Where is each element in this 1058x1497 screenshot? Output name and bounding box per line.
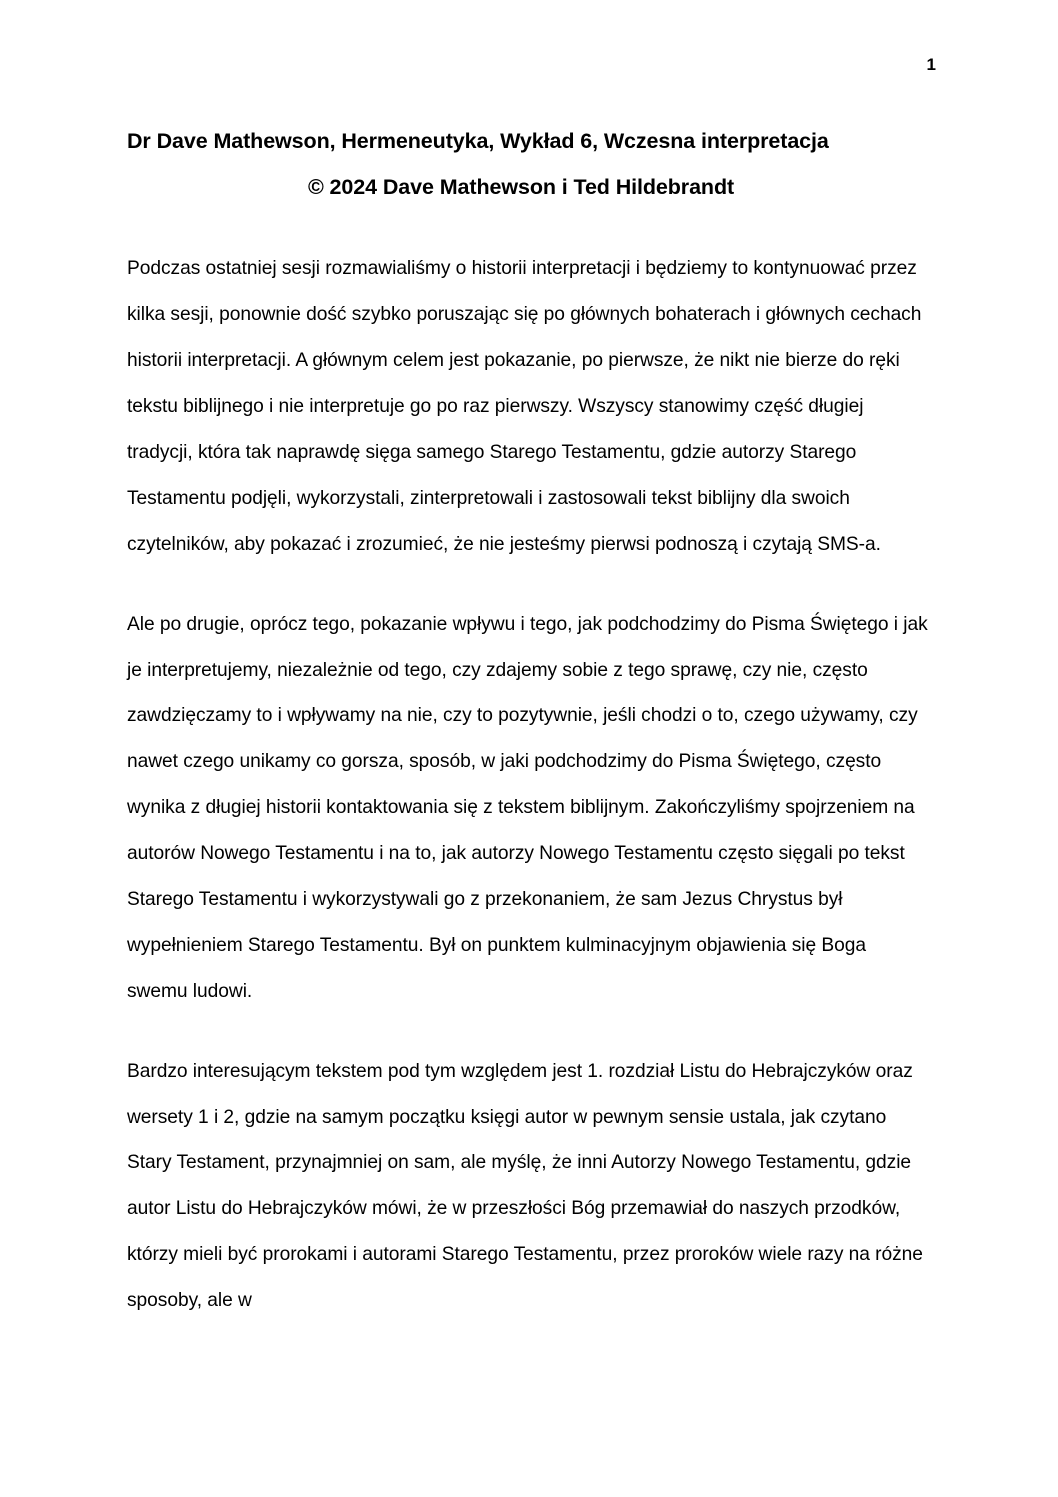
paragraph-1: Podczas ostatniej sesji rozmawialiśmy o historii interpretacji i będziemy to kontynuować przez kilka sesji, ponownie dość szybko poruszając się po głównych bohaterach i głównych cechach historii interpretacji. A głównym celem jest pokazanie, po pierwsze, że nikt nie bierze do ręki tekstu biblijnego i nie interpretuje go po raz pierwszy. Wszyscy stanowimy część długiej tradycji, która tak naprawdę sięga samego Starego Testamentu, gdzie autorzy Starego Testamentu podjęli, wykorzystali, zinterpretowali i zastosowali tekst biblijny dla swoich czytelników, aby pokazać i zrozumieć, że nie jesteśmy pierwsi podnoszą i czytają SMS-a. (127, 258, 922, 555)
page-number: 1 (926, 55, 936, 74)
copyright-line: © 2024 Dave Mathewson i Ted Hildebrandt (307, 175, 735, 200)
paragraph-2: Ale po drugie, oprócz tego, pokazanie wpływu i tego, jak podchodzimy do Pisma Świętego i jak je interpretujemy, niezależnie od tego, czy zdajemy sobie z tego sprawę, czy nie, często zawdzięczamy to i wpływamy na nie, czy to pozytywnie, jeśli chodzi o to, czego używamy, czy nawet czego unikamy co gorsza, sposób, w jaki podchodzimy do Pisma Świętego, często wynika z długiej historii kontaktowania się z tekstem biblijnym. Zakończyliśmy spojrzeniem na autorów Nowego Testamentu i na to, jak autorzy Nowego Testamentu często sięgali po tekst Starego Testamentu i wykorzystywali go z przekonaniem, że sam Jezus Chrystus był wypełnieniem Starego Testamentu. Był on punktem kulminacyjnym objawienia się Boga swemu ludowi. (127, 613, 928, 1002)
document-content (127, 118, 931, 1324)
paragraph-spacer (127, 1015, 931, 1049)
paragraph-spacer (127, 568, 931, 602)
paragraph-3: Bardzo interesującym tekstem pod tym względem jest 1. rozdział Listu do Hebrajczyków oraz wersety 1 i 2, gdzie na samym początku księgi autor w pewnym sensie ustala, jak czytano Stary Testament, przynajmniej on sam, ale myślę, że inni Autorzy Nowego Testamentu, gdzie autor Listu do Hebrajczyków mówi, że w przeszłości Bóg przemawiał do naszych przodków, którzy mieli być prorokami i autorami Starego Testamentu, przez proroków wiele razy na różne sposoby, ale w (127, 1060, 923, 1312)
page-title: Dr Dave Mathewson, Hermeneutyka, Wykład 6, Wczesna interpretacja (127, 129, 829, 153)
